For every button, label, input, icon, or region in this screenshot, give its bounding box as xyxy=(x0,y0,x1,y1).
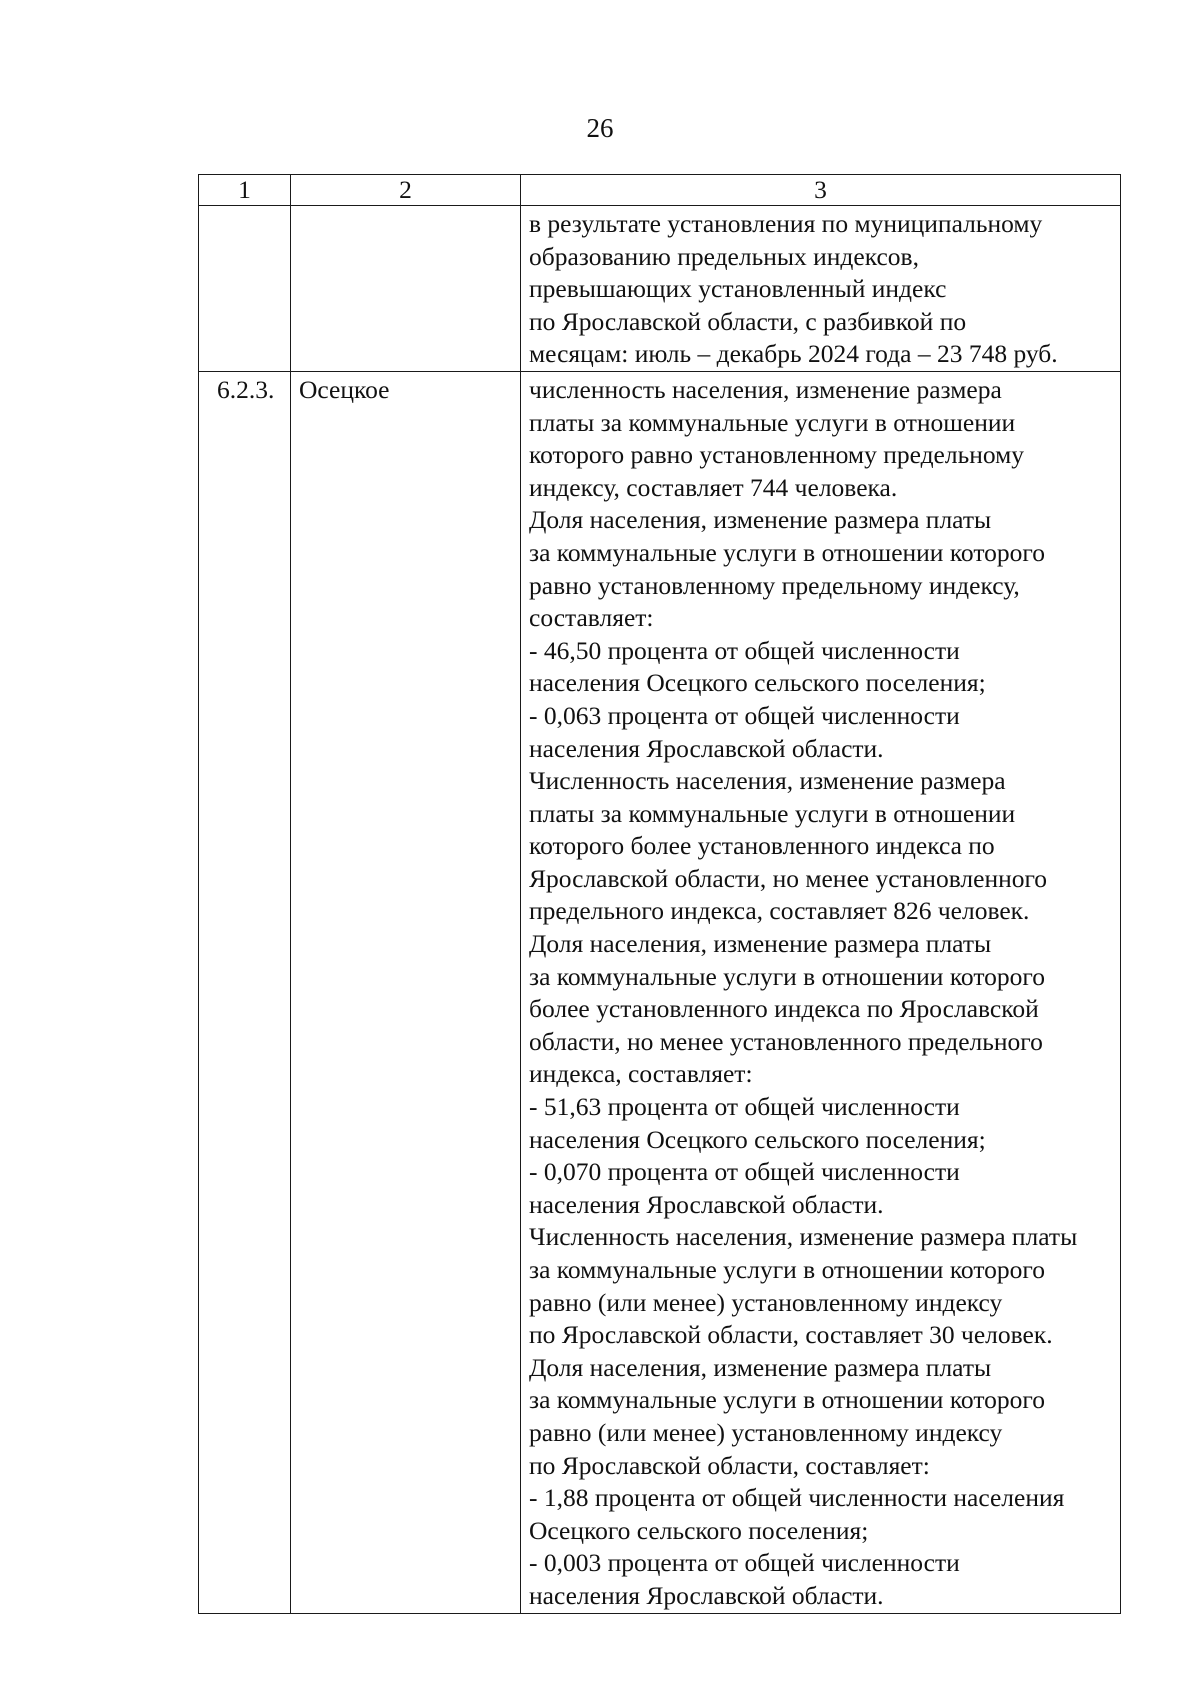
text-line: месяцам: июль – декабрь 2024 года – 23 748 руб. xyxy=(529,339,1058,369)
text-line: равно установленному предельному индексу, xyxy=(529,570,1020,600)
text-line: - 0,070 процента от общей численности xyxy=(529,1157,960,1187)
text-line: платы за коммунальные услуги в отношении xyxy=(529,407,1016,437)
text-line: населения Осецкого сельского поселения; xyxy=(529,1124,986,1154)
text-line: населения Ярославской области. xyxy=(529,1580,884,1610)
row-number-cell: 6.2.3. xyxy=(199,371,291,1613)
text-line: предельного индекса, составляет 826 человек. xyxy=(529,896,1030,926)
table-row xyxy=(199,206,1121,372)
settlement-name-cell xyxy=(291,206,521,372)
text-line: превышающих установленный индекс xyxy=(529,274,947,304)
text-line: - 0,063 процента от общей численности xyxy=(529,700,960,730)
document-table xyxy=(198,174,1121,1614)
text-line: Осецкого сельского поселения; xyxy=(529,1515,869,1545)
text-line: численность населения, изменение размера xyxy=(529,374,1002,404)
text-line: по Ярославской области, составляет 30 человек. xyxy=(529,1320,1053,1350)
text-line: населения Ярославской области. xyxy=(529,733,884,763)
text-line: Численность населения, изменение размера платы xyxy=(529,1222,1078,1252)
table-row xyxy=(199,371,1121,1613)
text-line: за коммунальные услуги в отношении которого xyxy=(529,1385,1045,1415)
column-header-1: 1 xyxy=(199,175,291,206)
text-line: более установленного индекса по Ярославской xyxy=(529,994,1039,1024)
text-line: которого равно установленному предельному xyxy=(529,440,1025,470)
row-number-cell xyxy=(199,206,291,372)
text-line: образованию предельных индексов, xyxy=(529,241,919,271)
text-line: Доля населения, изменение размера платы xyxy=(529,505,992,535)
text-line: по Ярославской области, составляет: xyxy=(529,1450,930,1480)
text-line: населения Осецкого сельского поселения; xyxy=(529,668,986,698)
text-line: равно (или менее) установленному индексу xyxy=(529,1417,1003,1447)
column-header-2: 2 xyxy=(291,175,521,206)
text-line: за коммунальные услуги в отношении которого xyxy=(529,1255,1045,1284)
text-line: Ярославской области, но менее установленного xyxy=(529,863,1048,893)
text-line: равно (или менее) установленному индексу xyxy=(529,1287,1003,1317)
text-line: которого более установленного индекса по xyxy=(529,831,995,861)
text-line: Доля населения, изменение размера платы xyxy=(529,1352,992,1382)
text-line: за коммунальные услуги в отношении которого xyxy=(529,961,1045,991)
text-line: - 0,003 процента от общей численности xyxy=(529,1548,960,1578)
text-line: - 1,88 процента от общей численности населения xyxy=(529,1483,1065,1513)
page-number: 26 xyxy=(586,113,614,143)
column-header-3: 3 xyxy=(521,175,1121,206)
text-line: индекса, составляет: xyxy=(529,1059,753,1089)
text-line: по Ярославской области, с разбивкой по xyxy=(529,306,967,336)
text-line: в результате установления по муниципальному xyxy=(529,209,1043,238)
text-line: области, но менее установленного предельного xyxy=(529,1026,1043,1056)
description-cell xyxy=(521,371,1121,1613)
settlement-name-cell: Осецкое xyxy=(291,371,521,1613)
description-cell xyxy=(521,206,1121,372)
text-line: составляет: xyxy=(529,603,654,633)
text-line: Численность населения, изменение размера xyxy=(529,766,1006,796)
text-line: Доля населения, изменение размера платы xyxy=(529,929,992,959)
text-line: индексу, составляет 744 человека. xyxy=(529,472,898,502)
text-line: населения Ярославской области. xyxy=(529,1189,884,1219)
text-line: - 51,63 процента от общей численности xyxy=(529,1092,960,1122)
text-line: за коммунальные услуги в отношении которого xyxy=(529,537,1045,567)
table-header-row xyxy=(199,175,1121,206)
text-line: - 46,50 процента от общей численности xyxy=(529,635,960,665)
text-line: платы за коммунальные услуги в отношении xyxy=(529,798,1016,828)
